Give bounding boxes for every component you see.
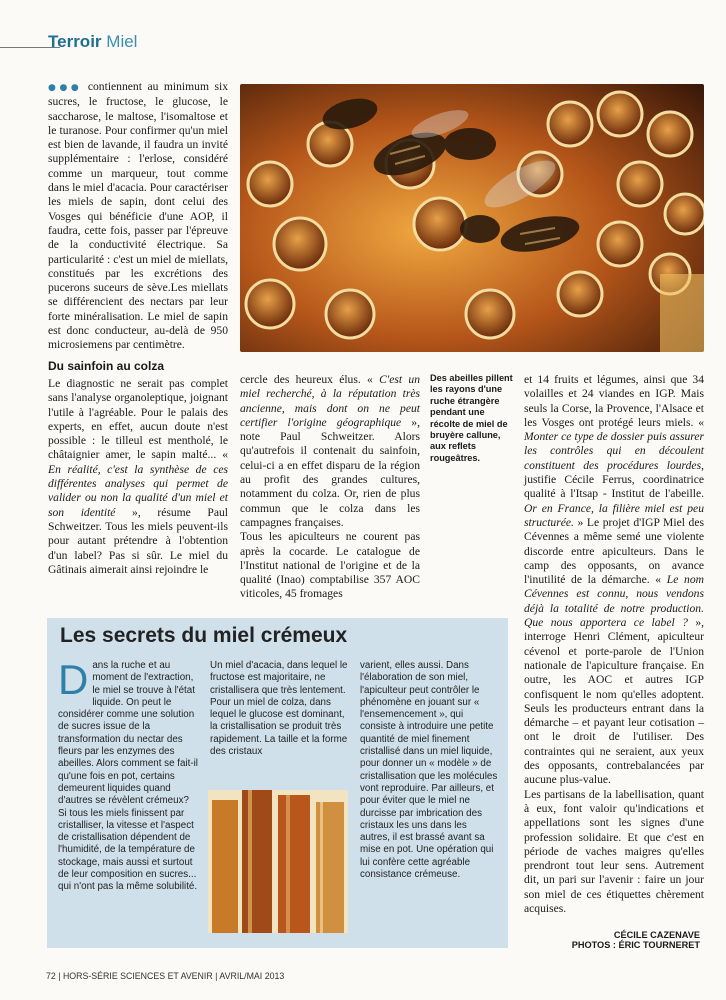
byline bbox=[524, 930, 700, 950]
quote: C'est un miel recherché, à la réputation très ancienne, mais dont on ne peut certifier l'origine géographique bbox=[240, 373, 420, 429]
photo-credit: PHOTOS : ÉRIC TOURNERET bbox=[571, 940, 700, 950]
paragraph: Un miel d'acacia, dans lequel le fructose est majoritaire, ne cristallisera que très lentement. Pour un miel de colza, dans lequel le glucose est dominant, la cristallisation se produit très rapidement. La taille et la forme des cristaux bbox=[210, 660, 348, 758]
article-column-4 bbox=[524, 373, 704, 916]
section-name: Terroir bbox=[48, 32, 102, 51]
quote: Monter ce type de dossier puis assurer les contrôles qui en découlent constituent des procédures lourdes bbox=[524, 430, 704, 472]
article-column-2 bbox=[240, 373, 420, 602]
honeycomb-bees-photo bbox=[240, 84, 704, 352]
box-column-1 bbox=[58, 656, 198, 894]
box-column-2 bbox=[210, 660, 350, 758]
subheading: Du sainfoin au colza bbox=[48, 358, 165, 373]
paragraph: Tous les apiculteurs ne courent pas après la cocarde. Le catalogue de l'Institut national de l'origine et de la qualité (Inao) comptabilise 357 AOC viticoles, 45 fromages bbox=[240, 530, 420, 601]
quote: Le nom Cévennes est connu, nous vendons déjà la totalité de notre production. Que nous apportera ce label ? bbox=[524, 573, 704, 630]
continuation-bullets: ●●● bbox=[48, 83, 83, 93]
article-column-1 bbox=[48, 80, 228, 577]
paragraph: Le diagnostic ne serait pas complet sans l'analyse organoleptique, joignant l'utile à l'agréable. Pour le palais des experts, en effet, aucun doute n'est possible : le tilleul est mentholé, le châtaignier amer, le sapin malté... « En réalité, c'est la synthèse de ces différentes analyses qui permet de valider ou non la qualité d'un miel et son identité », résume Paul Schweitzer. Tous les miels peuvent-ils pour autant prétendre à l'obtention d'un label? Pas si sûr. Le miel du Gâtinais aimerait ainsi rejoindre le bbox=[48, 376, 229, 576]
paragraph: ●●● contiennent au minimum six sucres, le fructose, le glucose, le saccharose, le maltose, l'isomaltose et le turanose. Pour confirmer qu'un miel est bien de lavande, il faudra un invité supplémentaire : l'erlose, considéré comme un marqueur, tout comme dans le miel d'acacia. Pour caractériser les miels de sapin, dont celui des Vosges qui bénéficie d'une AOP, il faudra, cette fois, passer par l'épreuve de la conductivité électrique. Sa particularité : c'est un miel de miellats, constitués par les excrétions des pucerons suceurs de sève.Les miellats se différencient des nectars par leur forte minéralisation. Le miel de sapin est donc conducteur, au-delà de 950 microsiemens par centimètre. bbox=[48, 80, 228, 352]
paragraph: varient, elles aussi. Dans l'élaboration de son miel, l'apiculteur peut contrôler le phénomène en jouant sur « l'ensemencement », qui consiste à introduire une petite quantité de miel finement cristallisé dans un miel liquide, pour donner un « modèle » de cristallisation que les molécules vont reproduire. Par ailleurs, et pour éviter que le miel ne durcisse par imbrication des cristaux les uns dans les autres, il est brassé avant sa mise en pot. Une opération qui lui confère cette agréable consistance crémeuse. bbox=[360, 660, 498, 881]
paragraph: Si tous les miels finissent par cristalliser, la vitesse et l'aspect de cristallisation dépendent de l'humidité, de la température de stockage, mais aussi et surtout de leur composition en sucres... qui n'ont pas la même solubilité. bbox=[58, 807, 198, 893]
paragraph: cercle des heureux élus. « C'est un miel recherché, à la réputation très ancienne, mais dont on ne peut certifier l'origine géographique », note Paul Schweitzer. Alors qu'autrefois il contenait du sainfoin, celui-ci a en effet disparu de la région au profit des grandes cultures, notamment du colza. Or, rien de plus commun que le colza dans les campagnes françaises. bbox=[240, 373, 421, 529]
paragraph: Dans la ruche et au moment de l'extraction, le miel se trouve à l'état liquide. On peut le considérer comme une solution de sucres issue de la transformation du nectar des fleurs par les enzymes des abeilles. Alors comment se fait-il qu'une fois en pot, certains demeurent liquides quand d'autres se révèlent crémeux? bbox=[58, 656, 198, 807]
quote: Or en France, la filière miel est peu structurée. bbox=[524, 501, 704, 529]
photo-caption: Des abeilles pillent les rayons d'une ruche étrangère pendant une récolte de miel de bruyère callune, aux reflets rougeâtres. bbox=[430, 373, 513, 463]
drop-cap: D bbox=[58, 656, 89, 703]
section-topic: Miel bbox=[106, 32, 138, 51]
author: CÉCILE CAZENAVE bbox=[613, 930, 700, 940]
box-column-3 bbox=[360, 660, 498, 881]
page-footer: 72 | HORS-SÉRIE SCIENCES ET AVENIR | AVRIL/MAI 2013 bbox=[46, 971, 285, 981]
honey-jars-photo bbox=[208, 790, 348, 933]
quote: En réalité, c'est la synthèse de ces différentes analyses qui permet de valider ou non la qualité d'un miel et son identité bbox=[48, 462, 228, 519]
paragraph: et 14 fruits et légumes, ainsi que 34 volailles et 24 viandes en IGP. Mais seuls la Corse, la Provence, l'Alsace et les Vosges ont protégé leurs miels. « Monter ce type de dossier puis assurer les contrôles qui en découlent constituent des procédures lourdes, justifie Cécile Ferrus, coordinatrice qualité à l'Itsap - Institut de l'abeille. Or en France, la filière miel est peu structurée. » Le projet d'IGP Miel des Cévennes a même semé une violente discorde entre apiculteurs. Dans le camp des opposants, on avance l'inutilité de la démarche. « Le nom Cévennes est connu, nous vendons déjà la totalité de notre production. Que nous apportera ce label ? », interroge Henri Clément, apiculteur cévenol et porte-parole de l'Union nationale de l'apiculture française. En outre, les AOC et autres IGP confisquent le nom qu'elles adoptent. Seuls les producteurs entrant dans la démarche – et payant leur cotisation – ont le droit de l'utiliser. Des contraintes qui ne seraient, aux yeux des opposants, contrebalancées par aucune plus-value. bbox=[524, 373, 705, 787]
box-title: Les secrets du miel crémeux bbox=[60, 624, 348, 647]
paragraph: Les partisans de la labellisation, quant à eux, font valoir qu'indications et appellations sont les signes d'une profession solidaire. Et que c'est en période de vaches maigres qu'elles prendront tout leur sens. Autrement dit, un pari sur l'avenir : faire un jour son miel de ces étiquettes chèrement acquises. bbox=[524, 787, 704, 915]
section-header bbox=[48, 32, 137, 52]
